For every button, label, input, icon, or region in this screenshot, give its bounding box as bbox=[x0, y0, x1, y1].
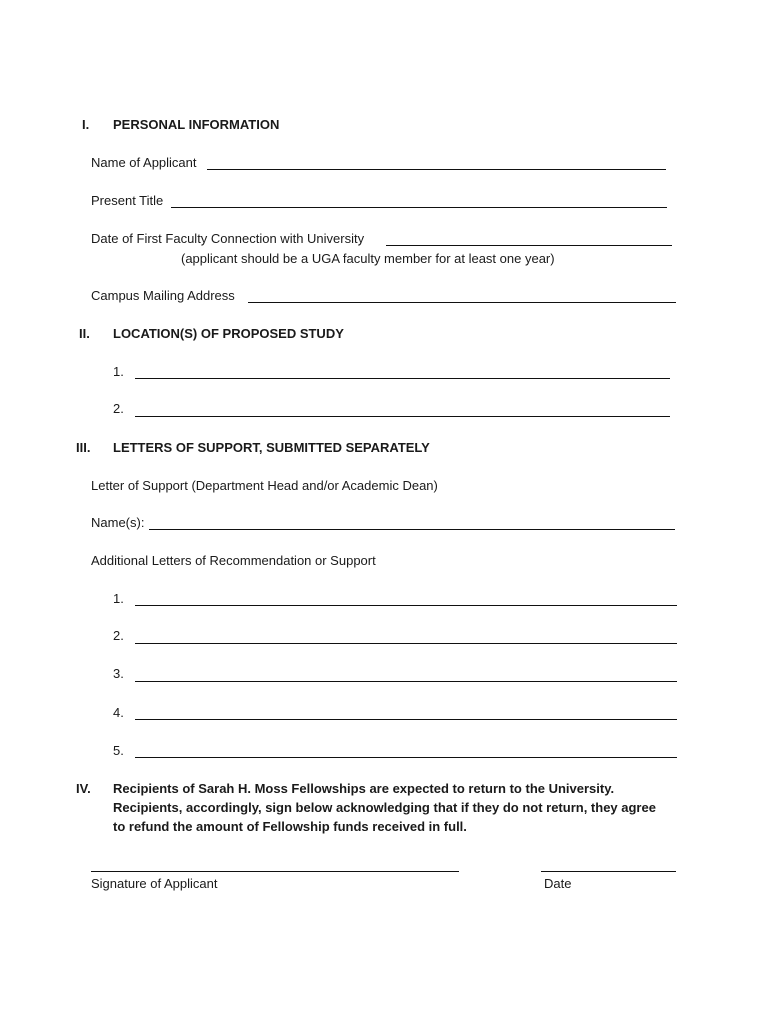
recommendation-item-number: 3. bbox=[113, 666, 124, 681]
first-faculty-connection-note: (applicant should be a UGA faculty member for at least one year) bbox=[181, 251, 555, 266]
signature-of-applicant-label: Signature of Applicant bbox=[91, 876, 218, 891]
recommendation-item-number: 5. bbox=[113, 743, 124, 758]
recommendation-1-field[interactable] bbox=[135, 605, 677, 606]
applicant-name-field[interactable] bbox=[207, 169, 666, 170]
applicant-signature-field[interactable] bbox=[91, 871, 459, 872]
letter-of-support-label: Letter of Support (Department Head and/or Academic Dean) bbox=[91, 478, 438, 493]
section-4-numeral: IV. bbox=[76, 781, 91, 796]
first-faculty-connection-field[interactable] bbox=[386, 245, 672, 246]
return-agreement-line-2: Recipients, accordingly, sign below acknowledging that if they do not return, they agree bbox=[113, 800, 656, 815]
section-1-numeral: I. bbox=[82, 117, 90, 132]
support-names-field[interactable] bbox=[149, 529, 675, 530]
recommendation-item-number: 2. bbox=[113, 628, 124, 643]
recommendation-item-number: 1. bbox=[113, 591, 124, 606]
return-agreement-line-1: Recipients of Sarah H. Moss Fellowships are expected to return to the University. bbox=[113, 781, 615, 796]
return-agreement-line-3: to refund the amount of Fellowship funds received in full. bbox=[113, 819, 467, 834]
campus-mailing-address-field[interactable] bbox=[248, 302, 676, 303]
recommendation-item-number: 4. bbox=[113, 705, 124, 720]
recommendation-4-field[interactable] bbox=[135, 719, 677, 720]
additional-letters-label: Additional Letters of Recommendation or Support bbox=[91, 553, 376, 568]
present-title-field[interactable] bbox=[171, 207, 667, 208]
section-1-heading: PERSONAL INFORMATION bbox=[113, 117, 280, 132]
section-3-heading: LETTERS OF SUPPORT, SUBMITTED SEPARATELY bbox=[113, 440, 430, 455]
recommendation-2-field[interactable] bbox=[135, 643, 677, 644]
applicant-name-label: Name of Applicant bbox=[91, 155, 197, 170]
location-item-number: 2. bbox=[113, 401, 124, 416]
location-1-field[interactable] bbox=[135, 378, 670, 379]
section-3-numeral: III. bbox=[76, 440, 91, 455]
first-faculty-connection-label: Date of First Faculty Connection with University bbox=[91, 231, 365, 246]
present-title-label: Present Title bbox=[91, 193, 164, 208]
section-2-numeral: II. bbox=[79, 326, 90, 341]
location-item-number: 1. bbox=[113, 364, 124, 379]
location-2-field[interactable] bbox=[135, 416, 670, 417]
signature-date-field[interactable] bbox=[541, 871, 676, 872]
recommendation-3-field[interactable] bbox=[135, 681, 677, 682]
recommendation-5-field[interactable] bbox=[135, 757, 677, 758]
signature-date-label: Date bbox=[544, 876, 572, 891]
section-2-heading: LOCATION(S) OF PROPOSED STUDY bbox=[113, 326, 344, 341]
support-names-label: Name(s): bbox=[91, 515, 145, 530]
campus-mailing-address-label: Campus Mailing Address bbox=[91, 288, 235, 303]
